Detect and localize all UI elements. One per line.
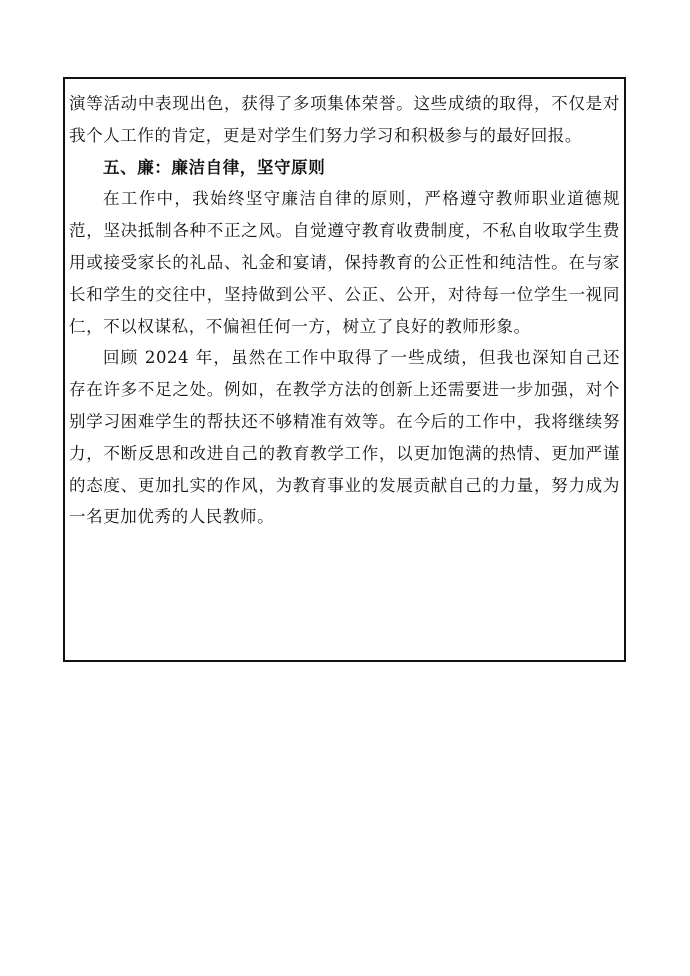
text-frame bbox=[63, 77, 626, 662]
section-five-heading: 五、廉：廉洁自律，坚守原则 bbox=[103, 157, 326, 177]
closing-paragraph: 回顾 2024 年，虽然在工作中取得了一些成绩，但我也深知自己还存在许多不足之处。例如，在教学方法的创新上还需要进一步加强，对个别学习困难学生的帮扶还不够精准有效等。在今后的工作中，我将继续努力，不断反思和改进自己的教育教学工作，以更加饱满的热情、更加严谨的态度、更加扎实的作风，为教育事业的发展贡献自己的力量，努力成为一名更加优秀的人民教师。 bbox=[69, 348, 620, 527]
continuation-paragraph: 演等活动中表现出色，获得了多项集体荣誉。这些成绩的取得，不仅是对我个人工作的肯定，更是对学生们努力学习和积极参与的最好回报。 bbox=[69, 94, 620, 145]
section-five-paragraph: 在工作中，我始终坚守廉洁自律的原则，严格遵守教师职业道德规范，坚决抵制各种不正之风。自觉遵守教育收费制度，不私自收取学生费用或接受家长的礼品、礼金和宴请，保持教育的公正性和纯洁性。在与家长和学生的交往中，坚持做到公平、公正、公开，对待每一位学生一视同仁，不以权谋私，不偏袒任何一方，树立了良好的教师形象。 bbox=[69, 189, 620, 336]
